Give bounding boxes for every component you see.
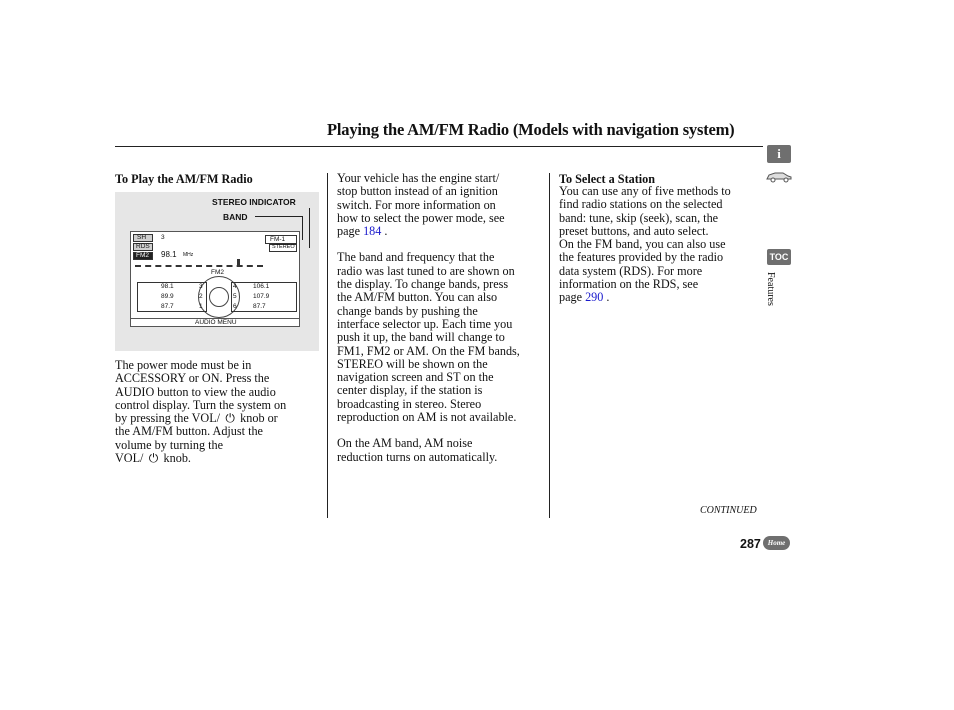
stereo-leader-line xyxy=(309,208,310,248)
preset-num-right-1: 4 xyxy=(233,283,237,290)
audio-menu-label: AUDIO MENU xyxy=(195,319,237,326)
dial-band-label: FM2 xyxy=(211,269,224,276)
preset-right-1: 106.1 xyxy=(253,283,270,290)
current-frequency: 98.1 xyxy=(161,250,177,259)
page-link-184[interactable]: 184 xyxy=(363,224,382,239)
frequency-unit: MHz xyxy=(183,252,194,258)
preset-num-left-1: 3 xyxy=(199,283,203,290)
sh-tag-text: SH xyxy=(137,234,147,241)
interface-dial-center xyxy=(209,287,229,307)
column-3-text: You can use any of five methods to find radio stations on the selected band: tune, skip (seek), scan, the preset buttons, and auto select. On the FM band, you can also use the features provided by the radio data system (RDS). For more information on the RDS, see page 290 . xyxy=(559,184,731,305)
sh-number: 3 xyxy=(161,234,165,241)
radio-lcd-screen xyxy=(130,231,300,327)
power-mode-paragraph: The power mode must be in ACCESSORY or ON. Press the AUDIO button to view the audio control display. Turn the system on by pressing the VOL/ ⏻ knob or the AM/FM button. Adjust the volume by turning the VOL/ ⏻ knob. xyxy=(115,358,287,466)
tuning-marker xyxy=(237,259,240,266)
car-icon[interactable] xyxy=(765,169,793,183)
info-icon[interactable]: i xyxy=(767,145,791,163)
page-number: 287 xyxy=(740,537,761,551)
title-rule xyxy=(115,146,763,147)
home-button[interactable]: Home xyxy=(763,536,790,550)
stereo-display-text: STEREO xyxy=(272,244,295,250)
preset-left-1: 98.1 xyxy=(161,283,174,290)
preset-num-left-3: 1 xyxy=(199,303,203,310)
continued-label: CONTINUED xyxy=(700,505,757,516)
stereo-indicator-label: STEREO INDICATOR xyxy=(212,197,296,207)
preset-num-right-3: 6 xyxy=(233,303,237,310)
section-heading-play-radio: To Play the AM/FM Radio xyxy=(115,172,253,186)
section-heading-select-station: To Select a Station xyxy=(559,172,656,186)
band-leader-drop xyxy=(302,216,303,240)
fm2-tag-text: FM2 xyxy=(136,252,149,259)
column-2-text: Your vehicle has the engine start/ stop button instead of an ignition switch. For more information on how to select the power mode, see page 184 . The band and frequency that the radio was last tuned to are shown on the display. To change bands, press the AM/FM button. You can also change bands by pushing the interface selector up. Each time you push it up, the band will change to FM1, FM2 or AM. On the FM bands, STEREO will be shown on the navigation screen and ST on the center display, if the station is broadcasting in stereo. Stereo reproduction on AM is not available. On the AM band, AM noise reduction turns on automatically. xyxy=(337,171,520,464)
column-divider-2 xyxy=(549,173,550,518)
page-title: Playing the AM/FM Radio (Models with navigation system) xyxy=(327,120,735,139)
power-icon: ⏻ xyxy=(225,411,235,426)
band-leader-line xyxy=(255,216,302,217)
preset-right-2: 107.9 xyxy=(253,293,270,300)
page-link-290[interactable]: 290 xyxy=(585,290,604,305)
preset-left-2: 89.9 xyxy=(161,293,174,300)
rds-tag-text: RDS xyxy=(136,243,150,250)
column-divider-1 xyxy=(327,173,328,518)
band-label: BAND xyxy=(223,212,248,222)
preset-num-left-2: 2 xyxy=(199,293,203,300)
preset-right-3: 87.7 xyxy=(253,303,266,310)
tuning-bar xyxy=(135,265,263,267)
band-display-text: FM-1 xyxy=(270,236,286,243)
section-tab-features: Features xyxy=(765,272,776,306)
toc-button[interactable]: TOC xyxy=(767,249,791,265)
preset-left-3: 87.7 xyxy=(161,303,174,310)
preset-num-right-2: 5 xyxy=(233,293,237,300)
power-icon: ⏻ xyxy=(148,451,159,466)
